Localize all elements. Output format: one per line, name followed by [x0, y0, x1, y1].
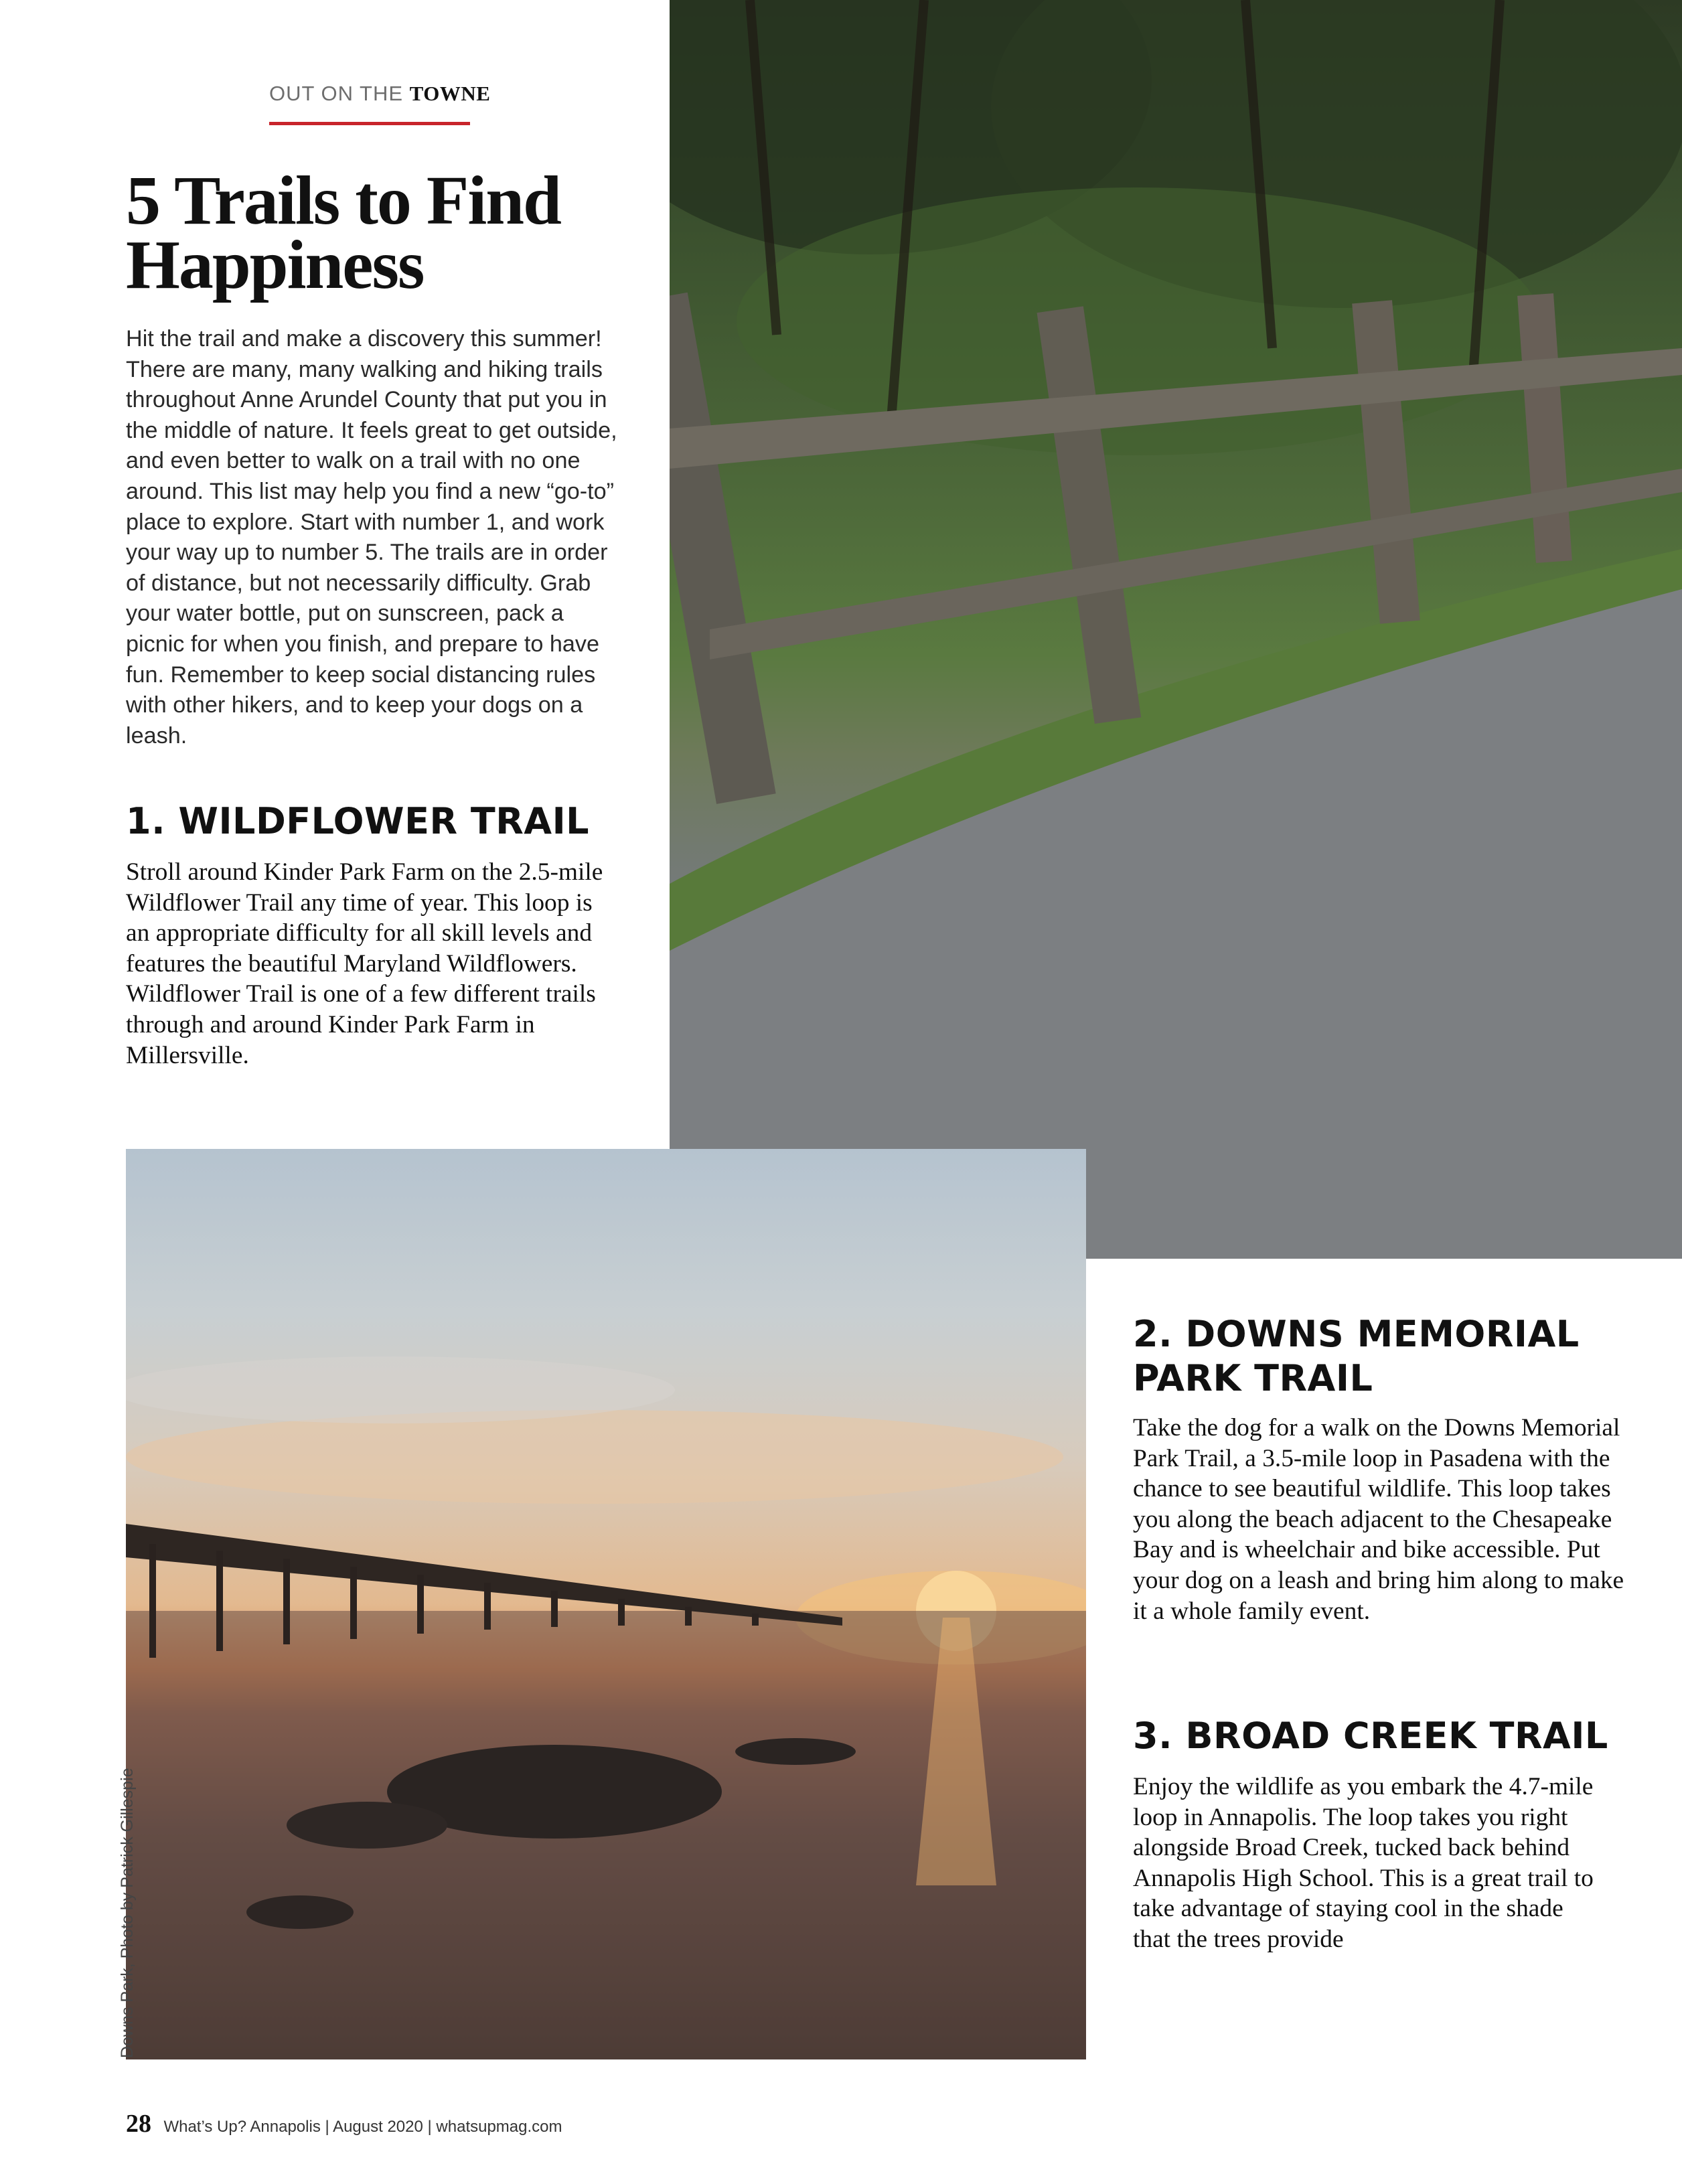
- page-number: 28: [126, 2110, 151, 2138]
- intro-paragraph: Hit the trail and make a discovery this summer! There are many, many walking and hiking trails throughout Anne Arundel County that put you in the middle of nature. It feels great to get outside, and even better to walk on a trail with no one around. This list may help you find a new “go-to” place to explore. Start with number 1, and work your way up to number 5. The trails are in order of distance, but not necessarily difficulty. Grab your water bottle, put on sunscreen, pack a picnic for when you finish, and prepare to have fun. Remember to keep social distancing rules with other hikers, and to keep your dogs on a leash.: [126, 326, 617, 749]
- trail-1-heading: 1. WILDFLOWER TRAIL: [126, 800, 590, 842]
- page-footer: [126, 2109, 562, 2138]
- section-tag: [269, 82, 490, 106]
- section-rule: [269, 122, 470, 125]
- photo-credit: Downs Park, Photo by Patrick Gillespie: [118, 1768, 137, 2058]
- trail-3-body: Enjoy the wildlife as you embark the 4.7-mile loop in Annapolis. The loop takes you right alongside Broad Creek, tucked back behind Annapolis High School. This is a great trail to take advantage of staying cool in the shade that the trees provide: [1133, 1773, 1594, 1953]
- trail-2-heading: 2. DOWNS MEMORIAL PARK TRAIL: [1133, 1313, 1580, 1399]
- footer-meta: What’s Up? Annapolis | August 2020 | whatsupmag.com: [163, 2118, 562, 2136]
- trail-2-body: Take the dog for a walk on the Downs Memorial Park Trail, a 3.5-mile loop in Pasadena with the chance to see beautiful wildlife. This loop takes you along the beach adjacent to the Chesapeake Bay and is wheelchair and bike accessible. Put your dog on a leash and bring him along to make it a whole family event.: [1133, 1414, 1624, 1625]
- trail-fence-photo: [670, 0, 1682, 1259]
- trail-1-body: Stroll around Kinder Park Farm on the 2.5-mile Wildflower Trail any time of year. This loop is an appropriate difficulty for all skill levels and features the beautiful Maryland Wildflowers. Wildflower Trail is one of a few different trails through and around Kinder Park Farm in Millersville.: [126, 858, 603, 1069]
- article-title: 5 Trails to Find Happiness: [126, 162, 560, 303]
- section-name: TOWNE: [409, 82, 491, 105]
- trail-3-heading: 3. BROAD CREEK TRAIL: [1133, 1715, 1608, 1757]
- downs-park-pier-photo: [126, 1149, 1086, 2059]
- section-prefix: OUT ON THE: [269, 82, 404, 105]
